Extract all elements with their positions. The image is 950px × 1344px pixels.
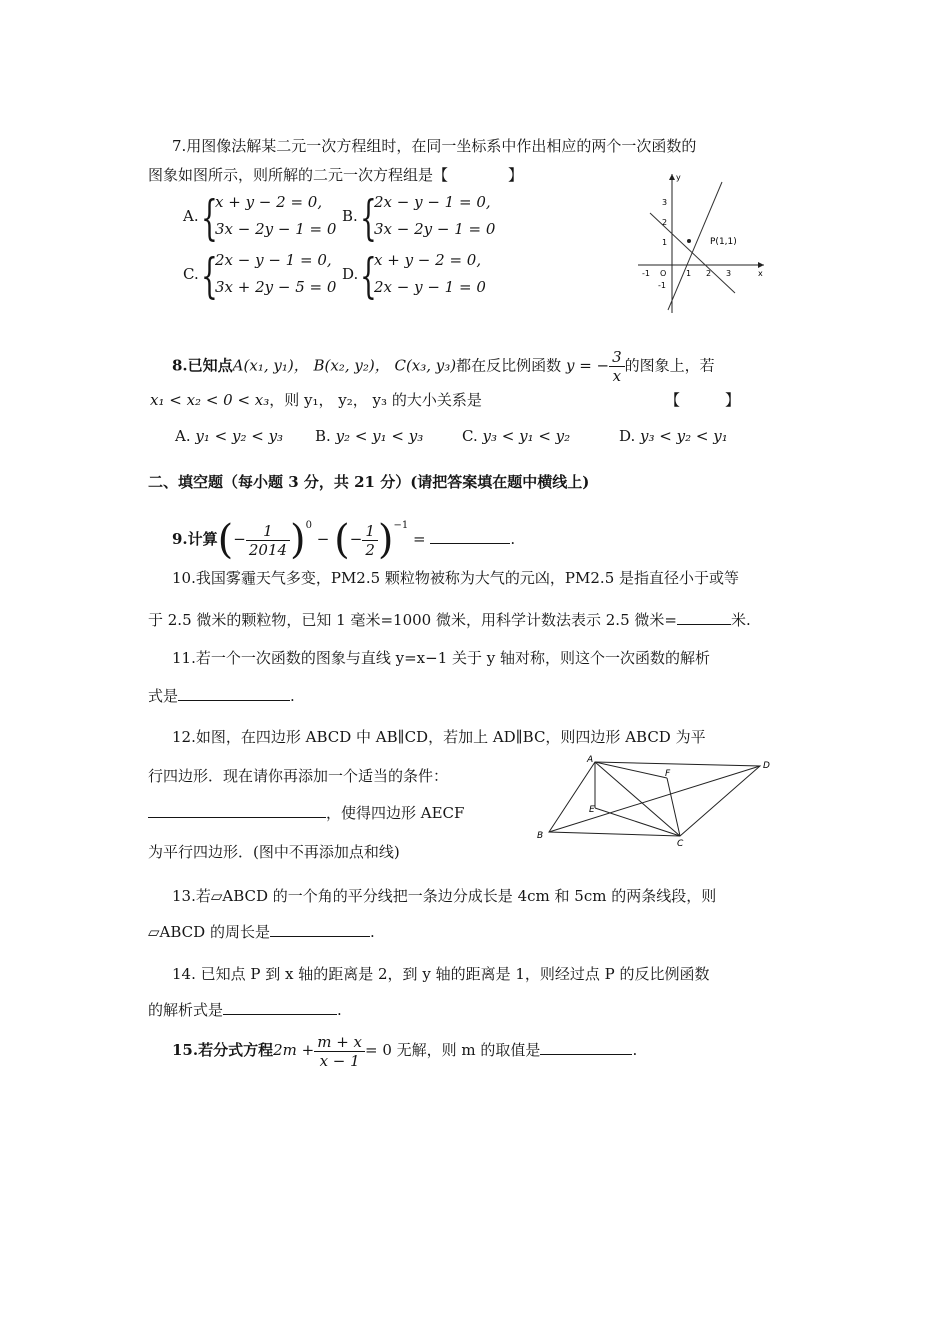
denominator: x − 1 <box>319 1051 360 1070</box>
q15-answer-blank[interactable] <box>540 1040 632 1055</box>
q13-end: . <box>369 923 375 941</box>
option-letter: B. <box>315 427 331 445</box>
equation-2: 3x − 2y − 1 = 0 <box>215 220 337 238</box>
equation-1: 2x − y − 1 = 0, <box>215 251 332 269</box>
vertex-c-label: C <box>677 839 684 847</box>
x-tick: 1 <box>686 269 692 278</box>
y-tick: 2 <box>662 218 668 227</box>
q9-equals: = <box>413 530 426 548</box>
q8-option-d[interactable] <box>619 426 728 446</box>
option-text: y₁ < y₂ < y₃ <box>195 427 284 445</box>
q9-fraction-2 <box>362 522 378 559</box>
q12-line1: 12.如图，在四边形 ABCD 中 AB∥CD，若加上 AD∥BC，则四边形 ABCD 为平 <box>172 728 706 746</box>
q15-line <box>172 1030 637 1070</box>
paren-icon: ) <box>290 517 306 563</box>
q15-prefix: 15.若分式方程 <box>172 1041 274 1059</box>
q8-option-a[interactable] <box>175 426 283 446</box>
point-p <box>687 239 691 243</box>
q14-line2 <box>148 1000 342 1020</box>
y-tick: -1 <box>658 281 666 290</box>
q11-line2 <box>148 686 295 706</box>
q9-exponent-2: −1 <box>393 520 409 531</box>
numerator: 1 <box>246 522 290 541</box>
q8-points: A(x₁, y₁)， B(x₂, y₂)， C(x₃, y₃) <box>232 356 457 375</box>
q8-prefix: 8.已知点 <box>172 356 233 375</box>
q15-rhs: = 0 无解，则 m 的取值是 <box>365 1041 541 1059</box>
x-tick: 2 <box>706 269 712 278</box>
q10-line2 <box>148 610 751 630</box>
vertex-b-label: B <box>537 831 544 841</box>
equation-2: 3x + 2y − 5 = 0 <box>215 278 337 296</box>
q11-line2-text: 式是 <box>148 687 179 705</box>
option-letter: B. <box>342 207 358 225</box>
x-axis-arrow-icon <box>758 262 764 268</box>
option-letter: A. <box>183 207 199 225</box>
q8-text: ，则 y₁， y₂， y₃ 的大小关系是 <box>269 391 482 409</box>
q10-line1: 10.我国雾霾天气多变，PM2.5 颗粒物被称为大气的元凶，PM2.5 是指直径小于或等 <box>172 569 740 587</box>
q8-condition: x₁ < x₂ < 0 < x₃ <box>150 391 270 409</box>
q10-answer-blank[interactable] <box>677 610 731 625</box>
paren-icon: ( <box>334 517 350 563</box>
option-text: y₃ < y₂ < y₁ <box>640 427 728 445</box>
q9-line: 9.计算(− $\frac{1}{2014}$ )$^0$ − (− $\frac{1}{2}$ )$^{-1}$ = . <box>172 517 516 563</box>
vertex-d-label: D <box>763 761 770 771</box>
paren-icon: ( <box>217 517 234 563</box>
equation-2: 3x − 2y − 1 = 0 <box>374 220 496 238</box>
q12-parallelogram-figure <box>535 752 775 847</box>
q11-line1: 11.若一个一次函数的图象与直线 y=x−1 关于 y 轴对称，则这个一次函数的解析 <box>172 649 711 667</box>
option-letter: C. <box>183 265 199 283</box>
q8-func-lhs: y = − <box>565 356 610 375</box>
option-letter: D. <box>619 427 636 445</box>
numerator: m + x <box>314 1033 365 1052</box>
segment-af <box>595 762 667 778</box>
vertex-a-label: A <box>587 755 594 765</box>
brace-icon: { <box>360 190 377 246</box>
numerator: 1 <box>362 522 378 541</box>
origin-label: O <box>660 269 667 278</box>
q7-graph <box>630 168 770 318</box>
numerator: 3 <box>609 348 625 367</box>
point-e-label: E <box>589 805 595 815</box>
q12-line2: 行四边形．现在请你再添加一个适当的条件： <box>148 767 449 785</box>
q8-line1 <box>172 348 715 385</box>
q14-end: . <box>337 1001 342 1019</box>
section-2-heading: 二、填空题（每小题 3 分，共 21 分）(请把答案填在题中横线上) <box>148 473 590 491</box>
q11-answer-blank[interactable] <box>178 686 290 701</box>
brace-icon: { <box>360 248 377 304</box>
y-axis-label: y <box>676 173 681 182</box>
q8-mid: 都在反比例函数 <box>456 356 562 375</box>
option-text: y₃ < y₁ < y₂ <box>482 427 571 445</box>
q9-prefix: 9.计算 <box>172 530 218 548</box>
q7-line2: 图象如图所示，则所解的二元一次方程组是【 】 <box>148 166 524 184</box>
q12-line3 <box>148 803 464 823</box>
denominator: 2014 <box>248 540 288 559</box>
segment-fc <box>667 778 680 836</box>
q9-answer-blank[interactable] <box>430 529 510 544</box>
segment-ec <box>595 808 680 836</box>
q8-suffix: 的图象上，若 <box>624 356 715 375</box>
q12-answer-blank[interactable] <box>148 803 326 818</box>
q14-line2-text: 的解析式是 <box>148 1001 224 1019</box>
q12-line4: 为平行四边形．(图中不再添加点和线) <box>148 843 400 861</box>
q8-option-c[interactable] <box>462 426 570 446</box>
y-axis-arrow-icon <box>669 174 675 180</box>
x-tick: 3 <box>726 269 732 278</box>
option-letter: A. <box>175 427 191 445</box>
q10-line2-text: 于 2.5 微米的颗粒物，已知 1 毫米=1000 微米，用科学计数法表示 2.5 微米= <box>148 611 677 629</box>
q15-lhs: 2m + <box>273 1041 315 1059</box>
brace-icon: { <box>201 248 218 304</box>
q15-end: . <box>632 1041 638 1059</box>
q11-end: . <box>290 687 295 705</box>
point-f-label: F <box>665 769 671 779</box>
q13-answer-blank[interactable] <box>270 922 370 937</box>
x-axis-label: x <box>758 269 763 278</box>
q9-exponent-1: 0 <box>305 520 313 531</box>
q7-line1: 7.用图像法解某二元一次方程组时，在同一坐标系中作出相应的两个一次函数的 <box>172 137 697 155</box>
x-tick: -1 <box>642 269 650 278</box>
q8-fraction <box>609 348 625 385</box>
q12-line3-text: ，使得四边形 AECF <box>326 804 465 822</box>
q9-fraction-1 <box>246 522 290 559</box>
option-letter: D. <box>342 265 359 283</box>
equation-2: 2x − y − 1 = 0 <box>374 278 486 296</box>
q13-line1: 13.若▱ABCD 的一个角的平分线把一条边分成长是 4cm 和 5cm 的两条线段，则 <box>172 887 717 905</box>
q13-line2-text: ▱ABCD 的周长是 <box>148 923 270 941</box>
paren-icon: ) <box>377 517 394 563</box>
denominator: 2 <box>365 540 375 559</box>
brace-icon: { <box>201 190 218 246</box>
q10-line2-end: 米. <box>730 611 751 629</box>
denominator: x <box>612 367 622 385</box>
q13-line2 <box>148 922 375 942</box>
equation-1: x + y − 2 = 0, <box>215 193 323 211</box>
y-tick: 3 <box>662 198 668 207</box>
option-letter: C. <box>462 427 478 445</box>
q14-answer-blank[interactable] <box>223 1000 337 1015</box>
q8-line2 <box>150 390 482 410</box>
q9-end: . <box>510 530 516 548</box>
y-tick: 1 <box>662 238 668 247</box>
q8-option-b[interactable] <box>315 426 423 446</box>
q14-line1: 14. 已知点 P 到 x 轴的距离是 2，到 y 轴的距离是 1，则经过点 P 的反比例函数 <box>172 965 710 983</box>
q15-fraction <box>314 1033 365 1070</box>
q8-answer-bracket[interactable]: 【 】 <box>665 391 741 409</box>
equation-1: 2x − y − 1 = 0, <box>374 193 491 211</box>
point-p-label: P(1,1) <box>710 237 737 247</box>
diagonal-bd <box>549 766 760 832</box>
option-text: y₂ < y₁ < y₃ <box>335 427 424 445</box>
equation-1: x + y − 2 = 0, <box>374 251 482 269</box>
